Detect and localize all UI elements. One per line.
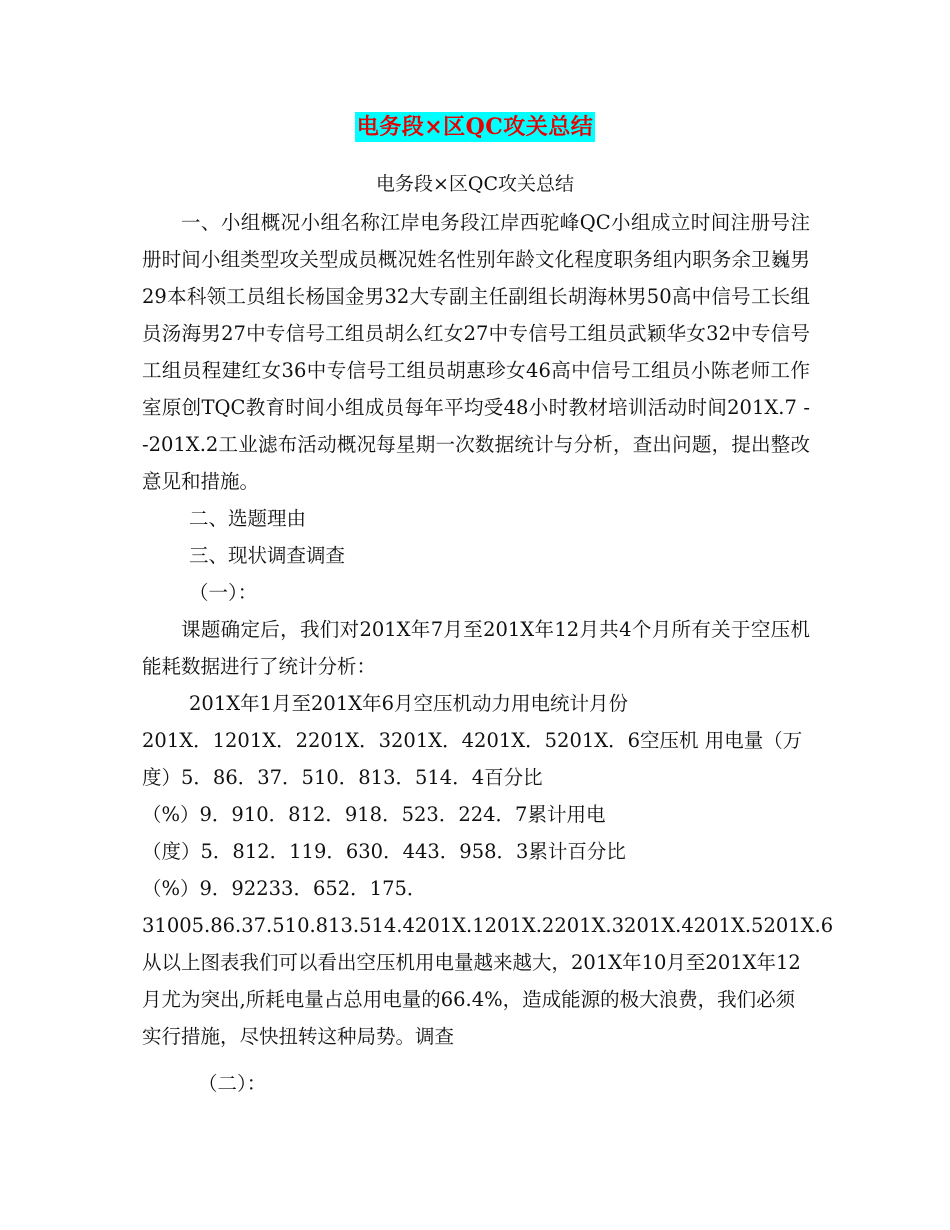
paragraph-table-analysis: （%）9．92233．652．175．31005.86.37.510.813.514.4201X.1201X.2201X.3201X.4201X.5201X.6从以上图表我们可以看出空压机用电量越来越大，201X年10月至201X年12月尤为突出,所耗电量占总用电量的66.4%，造成能源的极大浪费，我们必须实行措施，尽快扭转这种局势。调查 (142, 877, 834, 1048)
subheading-one: （一）： (189, 581, 258, 604)
title-container (0, 112, 950, 142)
document-body (142, 204, 834, 1102)
paragraph-table-cumulative: （度）5．812．119．630．443．958．3累计百分比 (142, 840, 626, 863)
paragraph-group-overview: 一、小组概况小组名称江岸电务段江岸西驼峰QC小组成立时间注册号注册时间小组类型攻关型成员概况姓名性别年龄文化程度职务组内职务余卫巍男29本科领工员组长杨国金男32大专副主任副组长胡海林男50高中信号工长组员汤海男27中专信号工组员胡么红女27中专信号工组员武颖华女32中专信号工组员程建红女36中专信号工组员胡惠珍女46高中信号工组员小陈老师工作室原创TQC教育时间小组成员每年平均受48小时教材培训活动时间201X.7 --201X.2工业滤布活动概况每星期一次数据统计与分析，查出问题，提出整改意见和措施。 (142, 211, 810, 493)
heading-topic-reason: 二、选题理由 (189, 507, 307, 530)
subheading-two: （二）： (198, 1072, 267, 1095)
paragraph-table-percent: （%）9．910．812．918．523．224．7累计用电 (142, 803, 606, 826)
document-subtitle: 电务段×区QC攻关总结 (375, 173, 575, 195)
document-title: 电务段×区QC攻关总结 (356, 114, 594, 140)
heading-status-survey: 三、现状调查调查 (189, 544, 346, 567)
paragraph-table-caption: 201X年1月至201X年6月空压机动力用电统计月份 (189, 692, 629, 715)
paragraph-survey-intro: 课题确定后，我们对201X年7月至201X年12月共4个月所有关于空压机能耗数据进行了统计分析： (142, 618, 810, 678)
paragraph-table-months: 201X．1201X．2201X．3201X．4201X．5201X．6空压机 用电量（万度）5．86．37．510．813．514．4百分比 (142, 729, 803, 789)
